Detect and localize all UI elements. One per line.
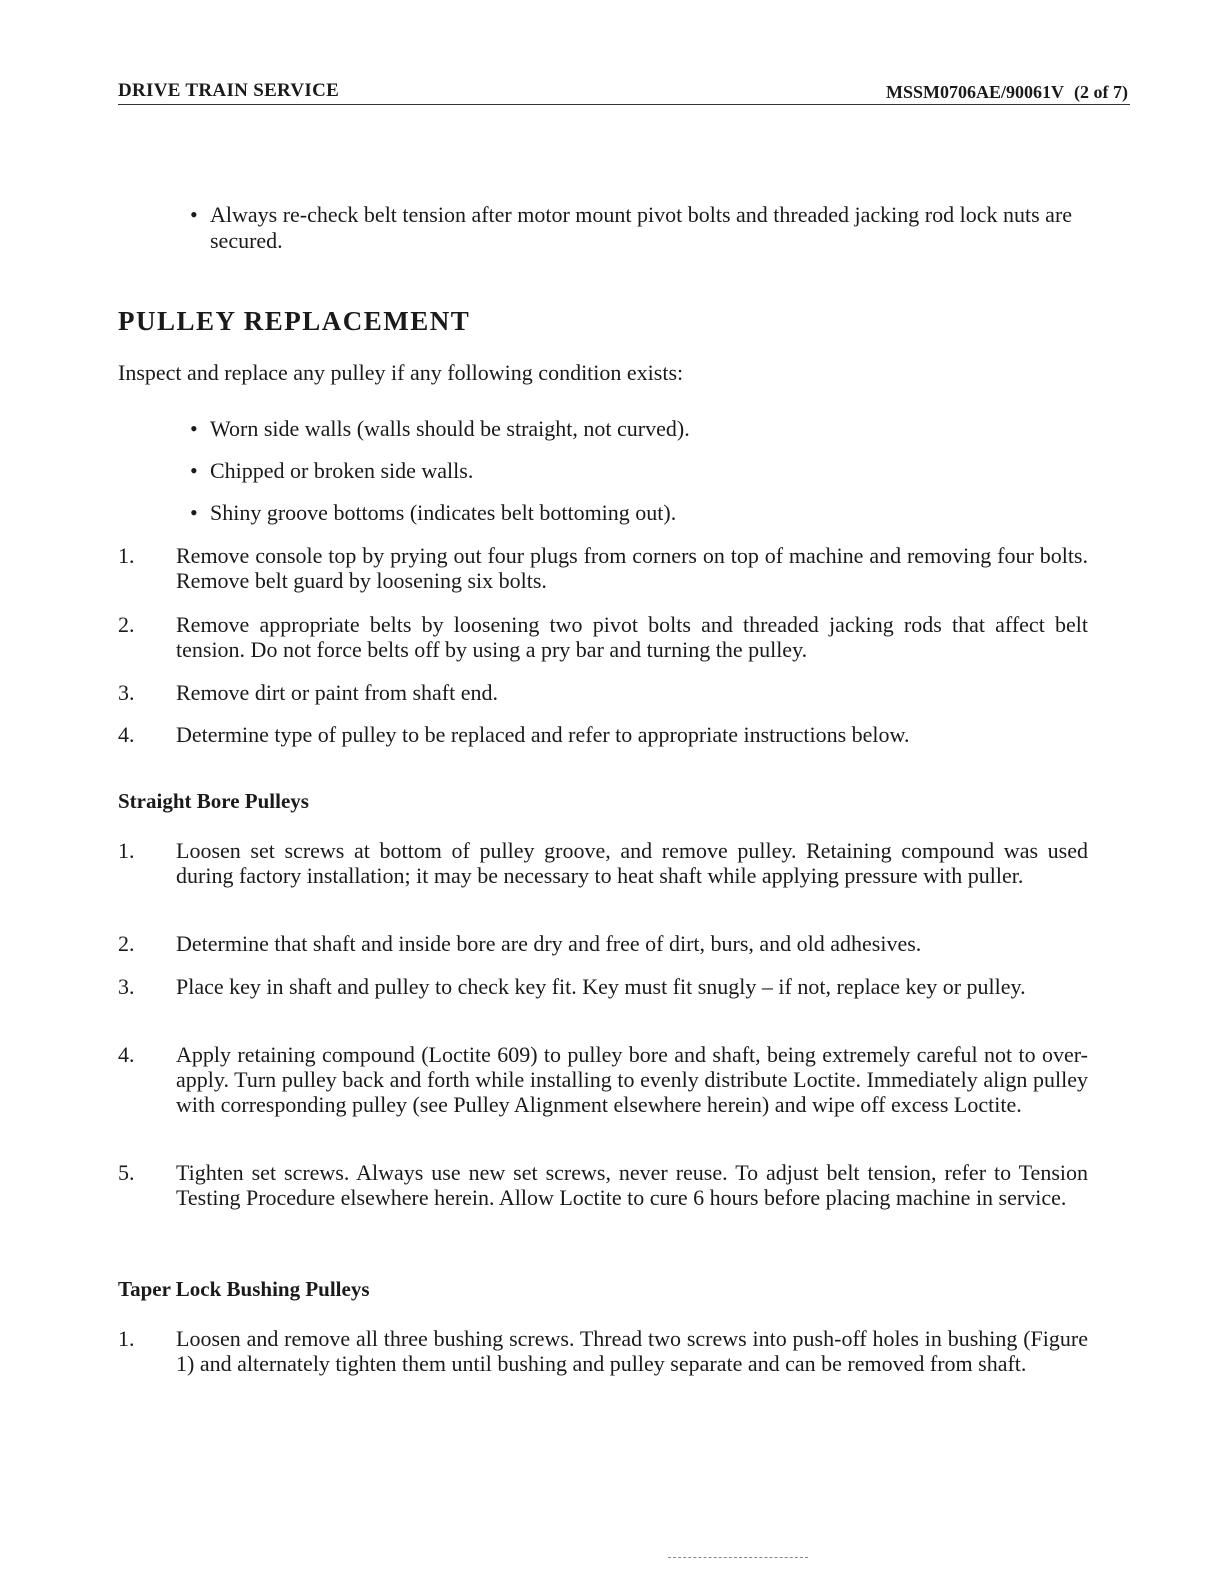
replacement-step: 4. Determine type of pulley to be replaced and refer to appropriate instructions below. <box>118 722 910 747</box>
list-item: • Worn side walls (walls should be straight, not curved). <box>190 416 1090 458</box>
list-item: • Shiny groove bottoms (indicates belt bottoming out). <box>190 500 677 525</box>
header-doc-id <box>886 82 1128 103</box>
straight-bore-step: 1. Loosen set screws at bottom of pulley groove, and remove pulley. Retaining compound was used during factory installation; it may be necessary to heat shaft while applying pressure with puller. <box>118 838 1088 888</box>
list-item: • Chipped or broken side walls. <box>190 458 1090 500</box>
page-number: (2 of 7) <box>1074 82 1128 102</box>
bullet-icon: • <box>190 500 198 525</box>
replacement-step: 3. Remove dirt or paint from shaft end. <box>118 680 498 705</box>
bullet-icon: • <box>190 202 198 227</box>
header-rule <box>118 104 1130 105</box>
subsection-title-taper-lock: Taper Lock Bushing Pulleys <box>118 1277 370 1301</box>
section-intro: Inspect and replace any pulley if any following condition exists: <box>118 360 684 385</box>
subsection-title-straight-bore: Straight Bore Pulleys <box>118 789 309 813</box>
list-item: • Always re-check belt tension after motor mount pivot bolts and threaded jacking rod lock nuts are secured. <box>190 202 1073 253</box>
bullet-icon: • <box>190 416 198 441</box>
straight-bore-step: 5. Tighten set screws. Always use new set screws, never reuse. To adjust belt tension, refer to Tension Testing Procedure elsewhere herein. Allow Loctite to cure 6 hours before placing machine in service. <box>118 1160 1088 1210</box>
straight-bore-step: 2. Determine that shaft and inside bore are dry and free of dirt, burs, and old adhesives. <box>118 931 922 956</box>
top-bullet <box>190 202 1090 254</box>
header-section-title: DRIVE TRAIN SERVICE <box>118 80 340 101</box>
doc-number: MSSM0706AE/90061V <box>886 82 1065 102</box>
footer-rule <box>668 1557 808 1558</box>
straight-bore-step: 4. Apply retaining compound (Loctite 609) to pulley bore and shaft, being extremely careful not to over-apply. Turn pulley back and forth while installing to evenly distribute Loctite. Immediately align pulley with corresponding pulley (see Pulley Alignment elsewhere herein) and wipe off excess Loctite. <box>118 1042 1088 1117</box>
taper-lock-step: 1. Loosen and remove all three bushing screws. Thread two screws into push-off holes in bushing (Figure 1) and alternately tighten them until bushing and pulley separate and can be removed from shaft. <box>118 1326 1088 1376</box>
condition-list <box>190 416 1090 526</box>
replacement-step: 2. Remove appropriate belts by loosening two pivot bolts and threaded jacking rods that affect belt tension. Do not force belts off by using a pry bar and turning the pulley. <box>118 612 1088 662</box>
section-title: PULLEY REPLACEMENT <box>118 306 471 336</box>
straight-bore-step: 3. Place key in shaft and pulley to check key fit. Key must fit snugly – if not, replace key or pulley. <box>118 974 1026 999</box>
bullet-icon: • <box>190 458 198 483</box>
replacement-step: 1. Remove console top by prying out four plugs from corners on top of machine and removing four bolts. Remove belt guard by loosening six bolts. <box>118 543 1088 593</box>
